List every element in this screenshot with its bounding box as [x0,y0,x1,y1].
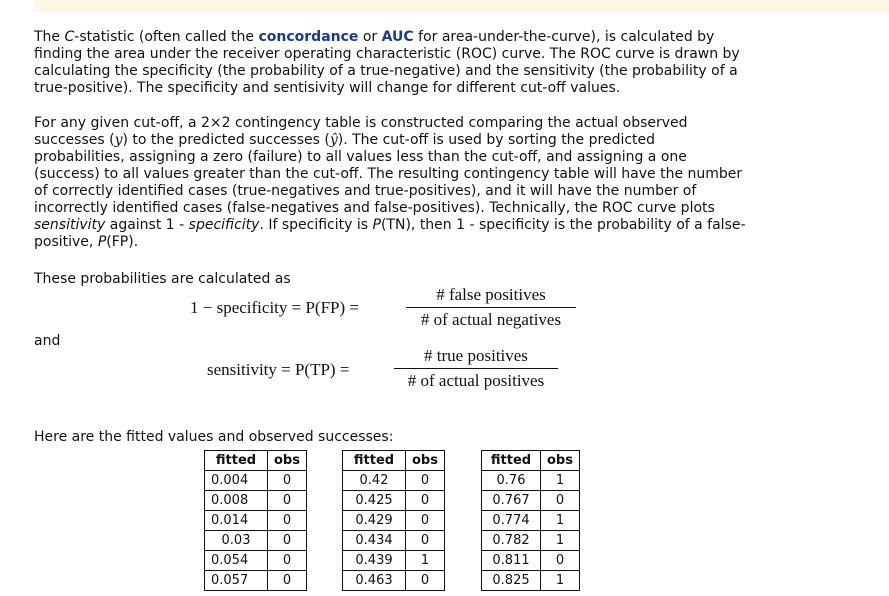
table-row [343,511,445,531]
table-row [205,491,307,511]
table-row [205,531,307,551]
fitted-cell: 0.434 [343,531,406,551]
table-row [343,491,445,511]
table-row [482,531,580,551]
fitted-cell: 0.429 [343,511,406,531]
auc-link[interactable]: AUC [381,29,414,45]
table-row [205,551,307,571]
obs-cell: 0 [406,491,445,511]
obs-cell: 0 [268,531,307,551]
fitted-cell: 0.463 [343,571,406,591]
table-row [205,511,307,531]
table-header-row [343,451,445,471]
table-row [343,571,445,591]
column-header-fitted: fitted [343,451,406,471]
specificity-term: specificity [188,217,260,233]
fitted-cell: 0.03 [205,531,268,551]
fitted-cell: 0.057 [205,571,268,591]
fitted-cell: 0.767 [482,491,541,511]
obs-cell: 0 [268,511,307,531]
top-banner-strip [33,0,889,12]
and-text: and [34,333,61,349]
equation-lhs: 1 − specificity = P(FP) = [190,298,360,317]
obs-cell: 0 [268,551,307,571]
fitted-obs-table-2 [342,450,445,591]
obs-cell: 0 [406,571,445,591]
obs-cell: 1 [406,551,445,571]
column-header-obs: obs [268,451,307,471]
text-segment: against 1 - [105,217,189,233]
column-header-fitted: fitted [205,451,268,471]
obs-cell: 1 [541,571,580,591]
obs-cell: 0 [541,491,580,511]
c-term: C [64,29,75,45]
concordance-link[interactable]: concordance [258,29,359,45]
fraction-numerator: # true positives [424,346,528,365]
column-header-fitted: fitted [482,451,541,471]
fitted-cell: 0.439 [343,551,406,571]
equation-lhs: sensitivity = P(TP) = [207,360,350,379]
text-segment: The [34,29,65,45]
table-row [482,551,580,571]
paragraph-probabilities: These probabilities are calculated as [34,271,291,287]
fitted-cell: 0.054 [205,551,268,571]
text-segment: ) to the predicted successes ( [122,132,330,148]
table-row [205,571,307,591]
fraction-numerator: # false positives [436,285,546,304]
math-y: y [114,132,123,148]
table-row [343,551,445,571]
paragraph-contingency [34,115,749,251]
table-row [343,531,445,551]
fraction-bar [394,368,558,369]
table-row [343,471,445,491]
fitted-cell: 0.825 [482,571,541,591]
table-row [482,491,580,511]
text-segment: For any given cut-off, a 2×2 contingency table is constructed comparing the actual observed successes ( [34,115,688,148]
math-yhat: ŷ [329,132,338,148]
fitted-cell: 0.774 [482,511,541,531]
obs-cell: 0 [406,471,445,491]
fitted-cell: 0.76 [482,471,541,491]
text-segment: (FP). [106,234,139,250]
fitted-cell: 0.42 [343,471,406,491]
text-segment: -statistic (often called the [74,29,259,45]
column-header-obs: obs [541,451,580,471]
obs-cell: 0 [541,551,580,571]
p-term: P [372,217,381,233]
obs-cell: 1 [541,471,580,491]
fraction-denominator: # of actual positives [407,371,545,390]
fitted-cell: 0.004 [205,471,268,491]
paragraph-c-statistic [34,29,749,97]
obs-cell: 0 [268,471,307,491]
obs-cell: 1 [541,511,580,531]
obs-cell: 0 [268,571,307,591]
fraction-bar [406,307,576,308]
obs-cell: 1 [541,531,580,551]
table-row [482,471,580,491]
obs-cell: 0 [406,511,445,531]
text-segment: (TN), then 1 - specificity is the probability of a false-positive, [34,217,746,250]
column-header-obs: obs [406,451,445,471]
table-row [482,571,580,591]
p-term: P [97,234,107,250]
obs-cell: 0 [268,491,307,511]
fitted-obs-table-3 [481,450,580,591]
fitted-cell: 0.811 [482,551,541,571]
table-row [482,511,580,531]
text-segment: or [358,29,382,45]
sensitivity-term: sensitivity [34,217,106,233]
table-header-row [205,451,307,471]
equation-fraction [406,284,576,331]
fitted-obs-table-1 [204,450,307,591]
text-segment: for area-under-the-curve), is calculated by finding the area under the receiver operating characteristic (ROC) curve. The ROC curve is drawn by calculating the specificity (the probability of a true-negative) and the sensitivity (the probability of a true-positive). The specificity and sentisivity will change for different cut-off values. [34,29,740,96]
text-segment: . If specificity is [259,217,373,233]
fraction-denominator: # of actual negatives [420,310,562,329]
fitted-cell: 0.782 [482,531,541,551]
paragraph-fitted-values: Here are the fitted values and observed successes: [34,429,394,445]
fitted-cell: 0.008 [205,491,268,511]
equation-fraction [394,345,558,392]
fitted-cell: 0.425 [343,491,406,511]
text-segment: ). The cut-off is used by sorting the predicted probabilities, assigning a zero (failure) to all values less than the cut-off, and assigning a one (success) to all values greater than the cut-off. The resulting contingency table will have the number of correctly identified cases (true-negatives and true-positives), and it will have the number of incorrectly identified cases (false-negatives and false-positives). Technically, the ROC curve plots [34,132,743,216]
table-row [205,471,307,491]
table-header-row [482,451,580,471]
fitted-cell: 0.014 [205,511,268,531]
obs-cell: 0 [406,531,445,551]
